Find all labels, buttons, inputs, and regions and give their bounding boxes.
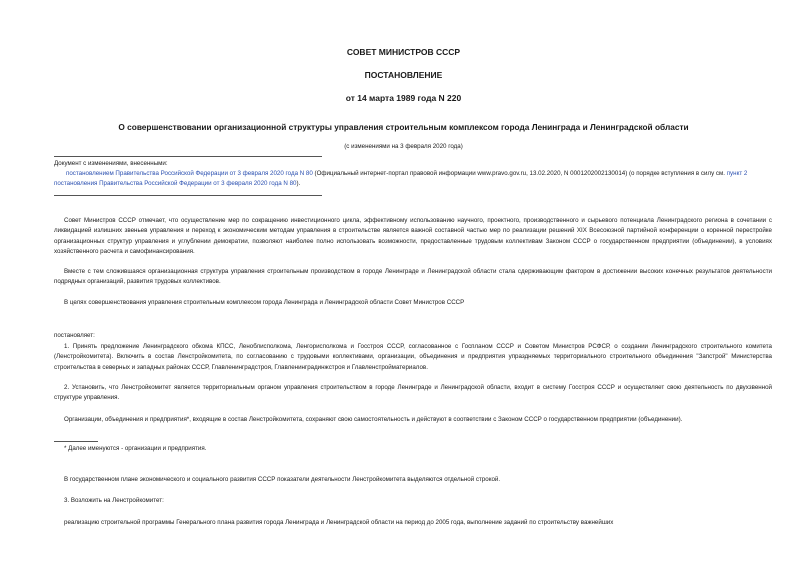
amendments-block [54, 159, 772, 189]
amendments-intro: Документ с изменениями, внесенными: [54, 160, 168, 167]
doc-type-heading: ПОСТАНОВЛЕНИЕ [364, 70, 443, 80]
paragraph-item-2: 2. Установить, что Ленстройкомитет является территориальным органом управления строительством в городе Ленинграде и Ленинградской области, входит в систему Госстроя СССР и осуществляет свою деятельность по двухзвенной структуре управления. [54, 384, 772, 402]
paragraph-implementation: реализацию строительной программы Генерального плана развития города Ленинграда и Ленинградской области на период до 2005 года, выполнение заданий по строительству важнейших [64, 519, 614, 526]
issuer-heading: СОВЕТ МИНИСТРОВ СССР [346, 47, 461, 57]
amendment-link-resolution-80[interactable]: постановлением Правительства Российской Федерации от 3 февраля 2020 года N 80 [66, 170, 313, 177]
edition-note: (с изменениями на 3 февраля 2020 года) [344, 143, 463, 150]
amendment-text-end: ). [296, 180, 301, 187]
paragraph-state-plan: В государственном плане экономического и социального развития СССР показатели деятельности Ленстройкомитета выделяются отдельной строкой. [64, 476, 501, 483]
paragraph-purpose: В целях совершенствования управления строительным комплексом города Ленинграда и Ленинградской области Совет Министров СССР [64, 299, 465, 306]
paragraph-resolves: постановляет: [54, 332, 95, 339]
paragraph-item-1: 1. Принять предложение Ленинградского обкома КПСС, Леноблисполкома, Ленгорисполкома и Госстроя СССР, согласованное с Госпланом СССР и Советом Министров РСФСР, о создании Ленинградского строительного комитета (Ленстройкомитета). Включить в состав Ленстройкомитета, по согласованию с трудовыми коллективами, организации, объединения и предприятия упраздняемых территориального строительного объединения "Запстрой" Министерства строительства в северных и западных районах СССР, Главленинградстроя, Главленинградинжстроя и Главленстройматериалов. [54, 343, 772, 371]
amendment-text: (Официальный интернет-портал правовой информации www.pravo.gov.ru, 13.02.2020, N 0001202002130014) (о порядке вступления в силу см. [312, 170, 725, 177]
footnote-rule [54, 441, 98, 442]
paragraph-structure: Вместе с тем сложившаяся организационная структура управления строительным производством в городе Ленинграде и Ленинградской области стала сдерживающим фактором в достижении высоких конечных результатов деятельности подрядных организаций, развития трудовых коллективов. [54, 268, 772, 286]
amendments-top-rule [54, 156, 322, 157]
paragraph-item-3: 3. Возложить на Ленстройкомитет: [64, 497, 164, 504]
date-number-heading: от 14 марта 1989 года N 220 [345, 93, 462, 103]
document-title: О совершенствовании организационной структуры управления строительным комплексом города Ленинграда и Ленинградской области [118, 122, 689, 132]
amendment-link-clause-2[interactable]: пункт 2 постановления Правительства Российской Федерации от 3 февраля 2020 года N 80 [54, 170, 748, 187]
amendments-bottom-rule [54, 195, 322, 196]
paragraph-organizations: Организации, объединения и предприятия*, входящие в состав Ленстройкомитета, сохраняют свою самостоятельность и действуют в соответствии с Законом СССР о государственном предприятии (объединении). [64, 416, 683, 423]
amendments-list [54, 169, 772, 189]
footnote: * Далее именуются - организации и предприятия. [64, 445, 207, 452]
paragraph-preamble: Совет Министров СССР отмечает, что осуществление мер по сокращению инвестиционного цикла, эффективному использованию научного, проектного, производственного и сырьевого потенциала Ленинградского региона в сочетании с ликвидацией излишних звеньев управления и переход к экономическим методам управления в строительстве является важной составной частью мер по реализации решений XIX Всесоюзной партийной конференции о коренной перестройке организационных структур управления и углублении демократии, позволяют наиболее полно использовать возможности, предоставленные трудовым коллективам Законом СССР о государственном предприятии (объединении), в условиях хозяйственного расчета и самофинансирования. [54, 217, 772, 256]
